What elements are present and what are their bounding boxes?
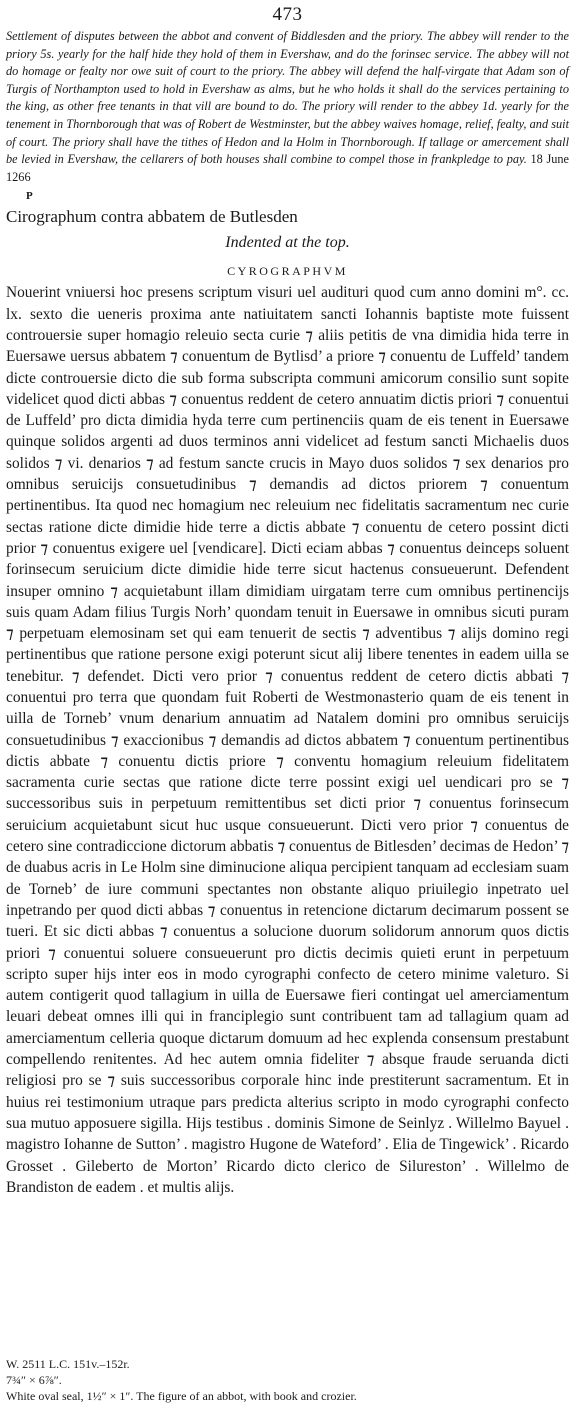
document-footer [6,1356,569,1404]
summary-text: Settlement of disputes between the abbot and convent of Biddlesden and the priory. The abbey will render to the priory 5s. yearly for the half hide they hold of them in Evershaw, and do the forinsec service. The abbey will not do homage or fealty nor owe suit of court to the priory. The abbey will defend the half-virgate that Adam son of Turgis of Northampton used to hold in Evershaw as alms, but he who holds it shall do the services pertaining to the king, as other free tenants in that vill are bound to do. The priory will render to the abbey 1d. yearly for the tenement in Thornborough that was of Robert de Westminster, but the abbey waives homage, relief, fealty, and suit of court. The priory shall have the tithes of Hedon and la Holm in Thornborough. If tallage or amercement shall be levied in Evershaw, the cellarers of both houses shall combine to compel those in frankpledge to pay. [6,29,569,167]
footer-reference: W. 2511 L.C. 151v.–152r. [6,1357,130,1371]
page-number: 473 [272,4,303,25]
summary-date: 18 June 1266 [6,152,569,184]
charter-body: Nouerint vniuersi hoc presens scriptum visuri uel audituri quod cum anno domini m°. cc. lx. sexto die ueneris proxima ante natiuitatem sancti Iohannis baptiste mote fuissent controuersie super homagio releuio secta curie ⁊ aliis petitis de vna dimidia hida terre in Euersawe uersus abbatem ⁊ conuentum de Bytlisd’ a priore ⁊ conuentu de Luffeld’ tandem dicte controuersie dicto die sub forma subscripta communi amicorum consilio sunt sopite videlicet quod dicti abbas ⁊ conuentus reddent de cetero annuatim dictis priori ⁊ conuentui de Luffeld’ pro dicta dimidia hyda terre cum pertinenciis quam de eis tenent in Euersawe quinque solidos argenti ad duos terminos anni videlicet ad festum sancti Michaelis duos solidos ⁊ vi. denarios ⁊ ad festum sancte crucis in Mayo duos solidos ⁊ sex denarios pro omnibus seruicijs consuetudinibus ⁊ demandis ad dictos priorem ⁊ conuentum pertinentibus. Ita quod nec homagium nec releuium nec fidelitatis sacramentum nec curie sectas ratione dicte dimidie hide terre a dictis abbate ⁊ conuentu de cetero possint dicti prior ⁊ conuentus exigere uel [vendicare]. Dicti eciam abbas ⁊ conuentus deinceps soluent forinsecum seruicium dicte dimidie hide terre sicut hactenus consueuerunt. Defendent insuper omnino ⁊ acquietabunt illam dimidiam uirgatam terre cum omnibus pertinencijs suis quam Adam filius Turgis Norh’ quondam tenuit in Euersawe in omnibus sicuti puram ⁊ perpetuam elemosinam set qui eam tenuerit de sectis ⁊ adventibus ⁊ alijs domino regi pertinentibus que ratione persone exigi poterunt sicut alij libere tenentes in eadem uilla se tenebitur. ⁊ defendet. Dicti vero prior ⁊ conuentus reddent de cetero dictis abbati ⁊ conuentui pro terra que quondam fuit Roberti de Westmonasterio quam de eis tenent in uilla de Torneb’ vnum denarium annuatim ad Natalem domini pro omnibus seruicijs consuetudinibus ⁊ exaccionibus ⁊ demandis ad dictos abbatem ⁊ conuentum pertinentibus dictis abbate ⁊ conuentu dictis priore ⁊ conventu homagium releuium fidelitatem sacramenta curie sectas que ratione dicte terre possint exigi uel uendicari pro se ⁊ successoribus suis in perpetuum remittentibus set dicti prior ⁊ conuentus forinsecum seruicium acquietabunt sicut huc usque consueuerunt. Dicti vero prior ⁊ conuentus de cetero sine contradiccione dictorum abbatis ⁊ conuentus de Bitlesden’ decimas de Hedon’ ⁊ de duabus acris in Le Holm sine diminucione aliqua percipient tanquam ad ecclesiam suam de Torneb’ de iure communi spectantes non obstante aliquo priuilegio inpetrato uel inpetrando per quod dicti abbas ⁊ conuentus in retencione dictarum decimarum possent se tueri. Et sic dicti abbas ⁊ conuentus a solucione duorum solidorum annorum quos dictis priori ⁊ conuentui soluere consueuerunt pro dictis decimis quieti erunt in perpetuum scripto super hijs inter eos in modo cyrographi confecto de cetero minime valeturo. Si autem contigerit quod tallagium in uilla de Euersawe fieri contingat uel amerciamentum leuari debeat omnes illi qui in franciplegio sunt contribuent tam ad tallagium quam ad amerciamentum celleria quoque dictarum domuum ad hec explenda consensum prestabunt compellendo renitentes. Ad hec autem omnia fideliter ⁊ absque fraude seruanda dicti religiosi pro se ⁊ suis successoribus corporale hinc inde prestiterunt sacramentum. Et in huius rei testimonium utraque pars predicta alterius scripto in modo cyrographi confecto sua mutuo apposuere sigilla. Hijs testibus . dominis Simone de Seinlyz . Willelmo Bayuel . magistro Iohanne de Sutton’ . magistro Hugone de Wateford’ . Elia de Tingewick’ . Ricardo Grosset . Gileberto de Morton’ Ricardo dicto clerico de Silureston’ . Willelmo de Brandiston de eadem . et multis alijs. [6,284,569,1196]
cyrographum-title: CYROGRAPHVM [227,264,348,279]
footer-size: 7¾″ × 6⅞″. [6,1373,62,1387]
footer-seal: White oval seal, 1½″ × 1″. The figure of an abbot, with book and crozier. [6,1389,357,1403]
calendar-summary [6,28,569,186]
indented-note: Indented at the top. [225,234,350,252]
charter-heading: Cirographum contra abbatem de Butlesden [6,207,298,227]
source-letter: P [26,190,33,203]
